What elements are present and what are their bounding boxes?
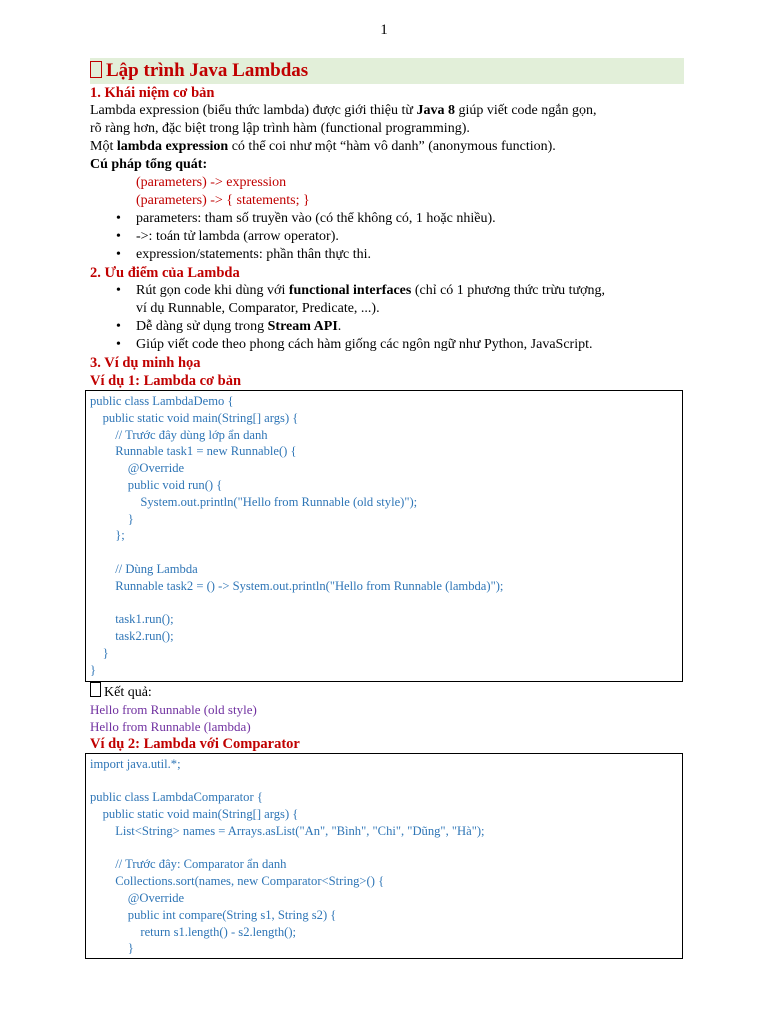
document-title: Lập trình Java Lambdas xyxy=(106,60,309,81)
example1-code: public class LambdaDemo { public static void main(String[] args) { // Trước đây dùng lớp ẩn danh Runnable task1 = new Runnable() { @Override public void run() { System.out.println("Hello from Runnable (old style)"); } }; // Dùng Lambda Runnable task2 = () -> System.out.println("Hello from Runnable (lambda)"); task1.run(); task2.run(); } } xyxy=(90,394,504,677)
list-item: • Rút gọn code khi dùng với functional interfaces (chỉ có 1 phương thức trừu tượng, ví dụ Runnable, Comparator, Predicate, ...). xyxy=(136,282,684,318)
document-body xyxy=(90,58,684,959)
section1-bullets xyxy=(90,210,684,264)
example2-code-block xyxy=(85,753,683,959)
result-line-2: Hello from Runnable (lambda) xyxy=(90,718,251,734)
list-item: • Dễ dàng sử dụng trong Stream API. xyxy=(136,318,684,336)
list-item: • expression/statements: phần thân thực thi. xyxy=(136,246,684,264)
section1-heading: 1. Khái niệm cơ bản xyxy=(90,85,215,101)
missing-glyph-icon xyxy=(90,61,102,78)
section1-para1-line2: rõ ràng hơn, đặc biệt trong lập trình hàm (functional programming). xyxy=(90,121,470,136)
list-item: • Giúp viết code theo phong cách hàm giống các ngôn ngữ như Python, JavaScript. xyxy=(136,336,684,354)
syntax-line-2: (parameters) -> { statements; } xyxy=(136,193,310,208)
example2-code: import java.util.*; public class LambdaComparator { public static void main(String[] args) { List<String> names = Arrays.asList("An", "Bình", "Chi", "Dũng", "Hà"); // Trước đây: Comparator ẩn danh Collections.sort(names, new Comparator<String>() { @Override public int compare(String s1, String s2) { return s1.length() - s2.length(); } xyxy=(90,756,485,956)
document-title-bar xyxy=(90,58,684,84)
result-line-1: Hello from Runnable (old style) xyxy=(90,701,257,717)
syntax-label: Cú pháp tổng quát: xyxy=(90,157,208,172)
section1-para2: Một lambda expression có thể coi như một “hàm vô danh” (anonymous function). xyxy=(90,139,556,154)
syntax-line-1: (parameters) -> expression xyxy=(136,175,287,190)
section2-heading: 2. Ưu điểm của Lambda xyxy=(90,265,240,281)
list-item: • parameters: tham số truyền vào (có thể không có, 1 hoặc nhiều). xyxy=(136,210,684,228)
result-label-line: Kết quả: xyxy=(90,682,684,701)
example1-code-block xyxy=(85,390,683,682)
example1-heading: Ví dụ 1: Lambda cơ bản xyxy=(90,373,242,389)
section1-para1: Lambda expression (biểu thức lambda) được giới thiệu từ Java 8 giúp viết code ngắn gọn, xyxy=(90,103,597,118)
missing-glyph-icon xyxy=(90,682,101,697)
section2-bullets xyxy=(90,282,684,354)
list-item: • ->: toán tử lambda (arrow operator). xyxy=(136,228,684,246)
section3-heading: 3. Ví dụ minh họa xyxy=(90,355,201,371)
example2-heading: Ví dụ 2: Lambda với Comparator xyxy=(90,735,300,752)
page-number: 1 xyxy=(380,22,388,38)
